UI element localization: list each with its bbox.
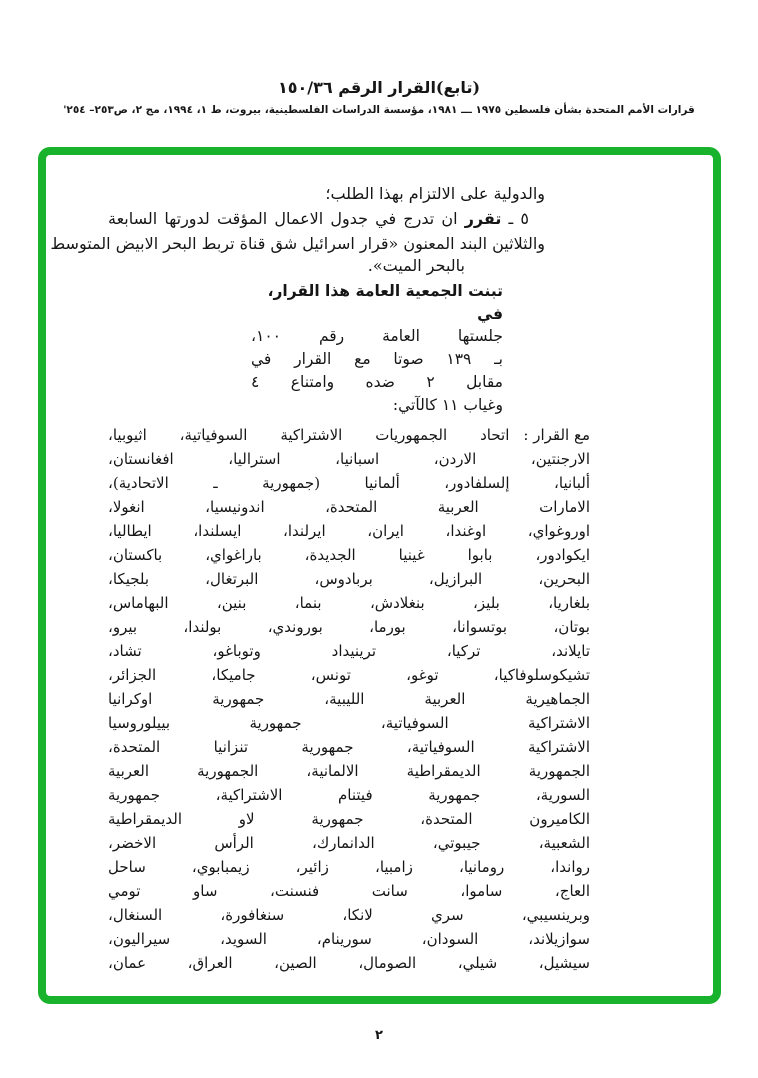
list-line: سوازيلاند، السودان، سورينام، السويد، سيراليون، xyxy=(108,930,590,948)
list-line: تايلاند، تركيا، ترينيداد وتوباغو، تشاد، xyxy=(108,642,590,660)
list-line: تشيكوسلوفاكيا، توغو، تونس، جاميكا، الجزائر، xyxy=(108,666,590,684)
list-line: الكاميرون المتحدة، جمهورية لاو الديمقراطية xyxy=(108,810,590,828)
list-line xyxy=(108,423,590,447)
list-line: الاشتراكية السوفياتية، جمهورية تنزانيا المتحدة، xyxy=(108,738,590,756)
list-line: سيشيل، شيلي، الصومال، الصين، العراق، عمان، xyxy=(108,954,590,972)
voting-line-infavor: بـ ١٣٩ صوتا مع القرار في xyxy=(251,350,503,368)
voting-line-against-abstain: مقابل ٢ ضده وامتناع ٤ xyxy=(251,373,503,391)
list-line: الجماهيرية العربية الليبية، جمهورية اوكرانيا xyxy=(108,690,590,708)
with-resolution-label: مع القرار : xyxy=(523,426,590,444)
source-citation: قرارات الأمم المتحدة بشأن فلسطين ١٩٧٥ ـــ ١٩٨١، مؤسسة الدراسات الفلسطينية، بيروت، ط ١، ١٩٩٤، مج ٢، ص٢٥٣– ٢٥٤' xyxy=(63,104,695,116)
list-line: بوتان، بوتسوانا، بورما، بوروندي، بولندا، بيرو، xyxy=(108,618,590,636)
resolution-title: (تابع)القرار الرقم ١٥٠/٣٦ xyxy=(277,78,481,97)
list-line: بلغاريا، بليز، بنغلادش، بنما، بنين، البهاماس، xyxy=(108,594,590,612)
countries-with-resolution-list xyxy=(108,423,590,975)
clause-5-line1-rest: ان تدرج في جدول الاعمال المؤقت لدورتها السابعة xyxy=(108,209,458,228)
clause-decides-word: تقرر xyxy=(464,209,502,228)
voting-result-block xyxy=(251,279,503,417)
document-body xyxy=(46,155,713,975)
list-line: السورية، جمهورية فيتنام الاشتراكية، جمهورية xyxy=(108,786,590,804)
list-line: الارجنتين، الاردن، اسبانيا، استراليا، افغانستان، xyxy=(108,450,590,468)
green-border-frame xyxy=(38,147,721,1004)
page-number: ٢ xyxy=(375,1028,383,1043)
list-line: الامارات العربية المتحدة، اندونيسيا، انغولا، xyxy=(108,498,590,516)
list-line: ايكوادور، بابوا غينيا الجديدة، باراغواي، باكستان، xyxy=(108,546,590,564)
paragraph-obligation: والدولية على الالتزام بهذا الطلب؛ xyxy=(325,184,545,203)
voting-line-adopted: تبنت الجمعية العامة هذا القرار، في xyxy=(267,281,503,323)
clause-5-line2: والثلاثين البند المعنون «قرار اسرائيل شق قناة تربط البحر الابيض المتوسط xyxy=(50,234,545,253)
list-line: الاشتراكية السوفياتية، جمهورية بييلوروسيا xyxy=(108,714,590,732)
voting-line-session: جلستها العامة رقم ١٠٠، xyxy=(251,327,503,345)
list-line: الجمهورية الديمقراطية الالمانية، الجمهورية العربية xyxy=(108,762,590,780)
list-line: رواندا، رومانيا، زامبيا، زائير، زيمبابوي، ساحل xyxy=(108,858,590,876)
list-line: اوروغواي، اوغندا، ايران، ايرلندا، ايسلندا، ايطاليا، xyxy=(108,522,590,540)
list-line: وبرينسيبي، سري لانكا، سنغافورة، السنغال، xyxy=(108,906,590,924)
clause-5-line3: بالبحر الميت». xyxy=(367,256,465,275)
list-line: البحرين، البرازيل، بربادوس، البرتغال، بلجيكا، xyxy=(108,570,590,588)
clause-5-line1 xyxy=(108,206,545,231)
list-line: ألبانيا، إلسلفادور، ألمانيا (جمهورية ـ الاتحادية)، xyxy=(108,474,590,492)
list-line-text: اتحاد الجمهوريات الاشتراكية السوفياتية، اثيوبيا، xyxy=(108,426,510,444)
clause-number: ٥ ـ xyxy=(508,209,529,228)
voting-line-absent: وغياب ١١ كالآتي: xyxy=(392,396,503,414)
list-line: الشعبية، جيبوتي، الدانمارك، الرأس الاخضر، xyxy=(108,834,590,852)
list-line: العاج، ساموا، سانت فنسنت، ساو تومي xyxy=(108,882,590,900)
